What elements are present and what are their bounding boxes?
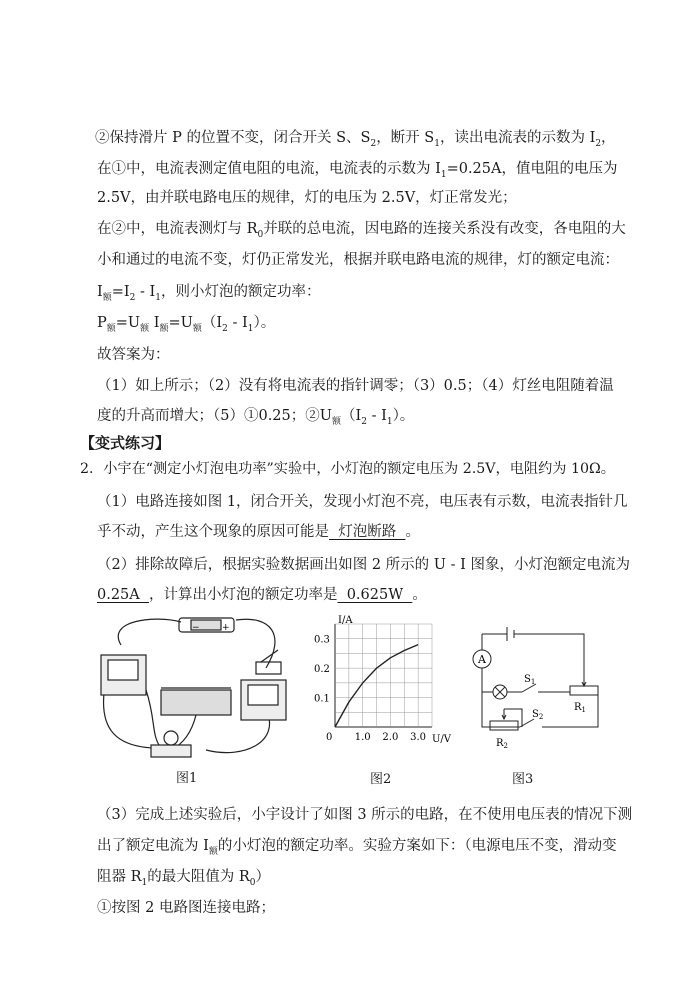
text: （2）排除故障后，根据实验数据画出如图 2 所示的 U - I 图象，小灯泡额定电流为 bbox=[97, 557, 630, 573]
text-line-1 bbox=[95, 128, 616, 154]
text-line-6 bbox=[97, 282, 320, 308]
wire bbox=[482, 668, 512, 727]
text: - I bbox=[135, 284, 156, 300]
battery-plus: + bbox=[222, 623, 230, 633]
text-line-10 bbox=[97, 406, 414, 432]
subscript: 额 bbox=[106, 323, 116, 334]
wire bbox=[146, 690, 161, 748]
text: 的小灯泡的额定功率。实验方案如下：（电源电压不变，滑动变 bbox=[217, 838, 617, 854]
subscript: 0 bbox=[249, 877, 256, 888]
text: 。 bbox=[412, 587, 427, 603]
text: ）。 bbox=[392, 408, 415, 424]
text-line-7 bbox=[97, 313, 275, 339]
q2-part3-line1 bbox=[97, 805, 632, 825]
subscript: 额 bbox=[102, 292, 112, 303]
q2-part1-line1 bbox=[97, 492, 628, 512]
text: 在①中，电流表测定值电阻的电流，电流表的示数为 I bbox=[97, 161, 441, 177]
subscript: 1 bbox=[440, 169, 447, 180]
text: I bbox=[97, 284, 103, 300]
r2-label bbox=[496, 738, 508, 750]
text: ②保持滑片 P 的位置不变，闭合开关 S、S bbox=[95, 130, 371, 146]
text-line-3 bbox=[97, 188, 517, 208]
text: 。 bbox=[405, 524, 420, 540]
text: 并联的总电流，因电路的连接关系没有改变，各电阻的大 bbox=[263, 221, 626, 237]
subscript: 1 bbox=[141, 877, 148, 888]
subscript: 2 bbox=[538, 713, 544, 721]
text: 2．小宇在“测定小灯泡电功率”实验中，小灯泡的额定电压为 2.5V，电阻约为 10Ω。 bbox=[80, 461, 615, 477]
question-2 bbox=[80, 459, 615, 479]
origin-label: 0 bbox=[326, 732, 333, 743]
text: R bbox=[496, 738, 504, 749]
subscript: 2 bbox=[129, 292, 136, 303]
text: 乎不动，产生这个现象的原因可能是 bbox=[97, 524, 329, 540]
figure-3-caption: 图3 bbox=[512, 772, 534, 787]
text: S bbox=[524, 674, 531, 685]
subscript: 0 bbox=[257, 229, 264, 240]
answer-blank: 0.25A bbox=[97, 587, 149, 603]
s1-label bbox=[524, 674, 535, 686]
s2-label bbox=[532, 709, 543, 721]
y-tick-label: 0.3 bbox=[314, 634, 330, 646]
text: （1）电路连接如图 1，闭合开关，发现小灯泡不亮，电压表有示数，电流表指针几 bbox=[97, 494, 628, 510]
text: ） bbox=[255, 869, 271, 885]
ammeter-label: A bbox=[478, 653, 486, 666]
battery-minus: − bbox=[192, 623, 200, 633]
text: - I bbox=[227, 315, 248, 331]
x-tick-label: 1.0 bbox=[354, 732, 371, 743]
text-line-8 bbox=[97, 345, 170, 365]
subscript: 1 bbox=[247, 323, 254, 334]
x-tick-label: 3.0 bbox=[410, 732, 427, 743]
text: S bbox=[532, 709, 539, 720]
text: =U bbox=[115, 315, 141, 331]
text: 度的升高而增大；（5）①0.25；②U bbox=[97, 408, 332, 424]
text: ，断开 S bbox=[376, 130, 435, 146]
q2-part3-line2 bbox=[97, 836, 617, 862]
q2-part3-line3 bbox=[97, 867, 270, 893]
y-tick-label: 0.2 bbox=[314, 664, 330, 676]
answer-blank: 灯泡断路 bbox=[329, 524, 406, 540]
resistor-r1 bbox=[570, 686, 598, 695]
text: （3）完成上述实验后，小宇设计了如图 3 所示的电路，在不使用电压表的情况下测 bbox=[97, 807, 633, 823]
y-axis-label: I/A bbox=[338, 615, 353, 626]
rheostat bbox=[161, 690, 231, 715]
subscript: 额 bbox=[140, 323, 150, 334]
text-line-5 bbox=[97, 250, 619, 270]
subscript: 1 bbox=[530, 678, 536, 686]
wire bbox=[504, 709, 522, 727]
text: （1）如上所示；（2）没有将电流表的指针调零；（3）0.5；（4）灯丝电阻随着温 bbox=[97, 378, 614, 394]
text: ，计算出小灯泡的额定功率是 bbox=[148, 587, 338, 603]
y-tick-label: 0.1 bbox=[314, 693, 330, 705]
text: 阻器 R bbox=[97, 869, 142, 885]
subscript: 1 bbox=[155, 292, 161, 303]
text: P bbox=[97, 315, 107, 331]
subscript: 1 bbox=[434, 138, 440, 149]
q2-part2-line2 bbox=[97, 585, 427, 605]
text: I bbox=[149, 315, 160, 331]
figure-1-caption: 图1 bbox=[176, 771, 198, 786]
text: ，读出电流表的示数为 I bbox=[439, 130, 596, 146]
wire bbox=[236, 619, 275, 668]
text: 小和通过的电流不变，灯仍正常发光，根据并联电路电流的规律，灯的额定电流： bbox=[97, 252, 619, 268]
voltmeter-dial bbox=[248, 685, 278, 705]
subscript: 额 bbox=[331, 416, 341, 427]
text-line-2 bbox=[97, 159, 617, 185]
subscript: 2 bbox=[222, 323, 228, 334]
subscript: 额 bbox=[192, 323, 202, 334]
ammeter-dial bbox=[108, 660, 138, 680]
subscript: 1 bbox=[581, 706, 586, 714]
text: 出了额定电流为 I bbox=[97, 838, 209, 854]
figure-3-circuit-diagram bbox=[462, 622, 602, 762]
text: ）。 bbox=[253, 315, 276, 331]
text: =U bbox=[168, 315, 193, 331]
text: 在②中，电流表测灯与 R bbox=[97, 221, 258, 237]
text-line-9 bbox=[97, 376, 614, 396]
text: ， bbox=[601, 130, 616, 146]
subscript: 2 bbox=[595, 138, 602, 149]
subscript: 1 bbox=[386, 416, 393, 427]
text: =I bbox=[111, 284, 130, 300]
wire bbox=[118, 619, 181, 645]
x-tick-label: 2.0 bbox=[382, 732, 399, 743]
figure-1-circuit-apparatus bbox=[96, 610, 301, 775]
text: （I bbox=[341, 408, 362, 424]
text-line-4 bbox=[97, 219, 626, 245]
bulb-icon bbox=[164, 731, 178, 745]
x-axis-label: U/V bbox=[432, 734, 452, 745]
q2-part3-line4 bbox=[97, 898, 275, 918]
text: 2.5V，由并联电路电压的规律，灯的电压为 2.5V，灯正常发光； bbox=[97, 190, 517, 206]
figure-2-caption: 图2 bbox=[370, 772, 392, 787]
text: R bbox=[574, 702, 582, 713]
q2-part1-line2 bbox=[97, 522, 420, 542]
bulb-base bbox=[151, 745, 191, 757]
q2-part2-line1 bbox=[97, 555, 630, 575]
figure-2-iu-chart bbox=[310, 612, 460, 772]
subscript: 2 bbox=[361, 416, 367, 427]
text: 故答案为： bbox=[97, 347, 170, 363]
answer-blank: 0.625W bbox=[337, 587, 413, 603]
subscript: 额 bbox=[159, 323, 169, 334]
subscript: 2 bbox=[503, 742, 508, 750]
subscript: 2 bbox=[370, 138, 377, 149]
section-heading bbox=[80, 433, 170, 453]
wire bbox=[542, 692, 598, 727]
text: ，则小灯泡的额定功率： bbox=[160, 284, 321, 300]
switch-lever bbox=[261, 650, 278, 662]
text: ①按图 2 电路图连接电路； bbox=[97, 900, 275, 916]
subscript: 额 bbox=[208, 846, 218, 857]
text: =0.25A，值电阻的电压为 bbox=[446, 161, 618, 177]
text: （I bbox=[201, 315, 223, 331]
text: - I bbox=[366, 408, 387, 424]
text: 【变式练习】 bbox=[80, 434, 171, 452]
text: 的最大阻值为 R bbox=[147, 869, 250, 885]
resistor-r2 bbox=[490, 721, 518, 730]
r1-label bbox=[574, 702, 586, 714]
